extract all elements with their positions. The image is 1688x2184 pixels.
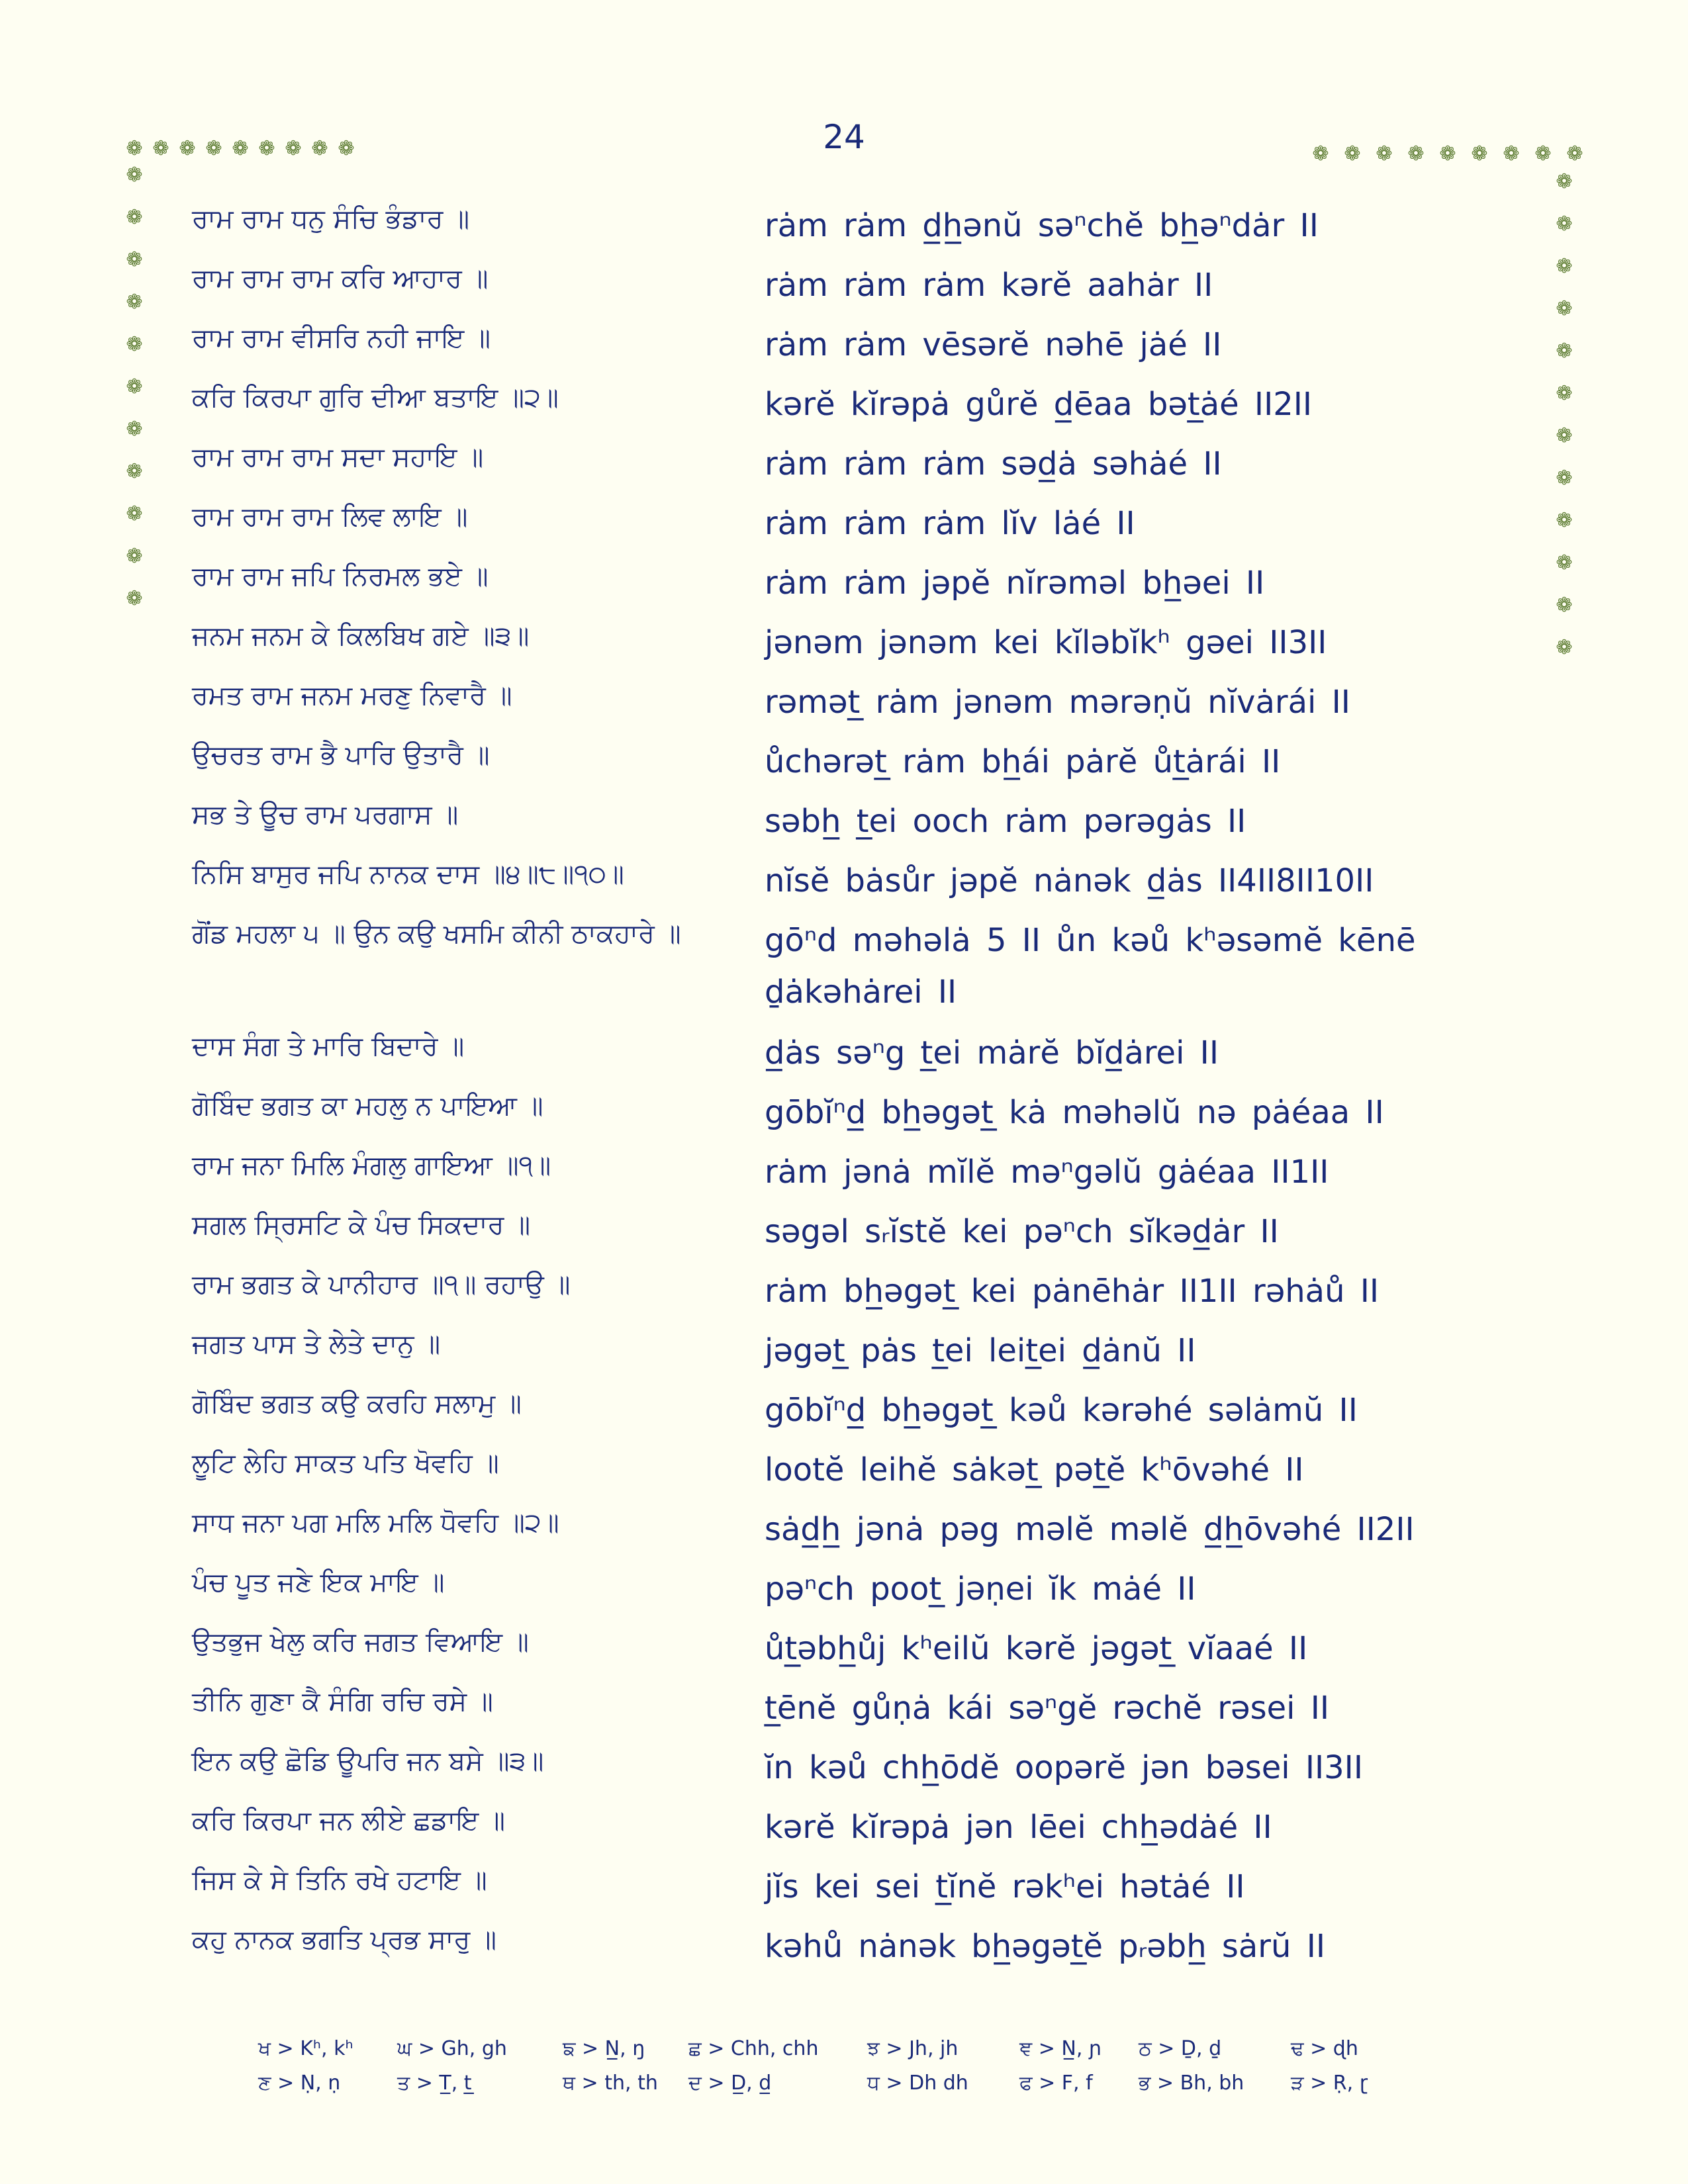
verse-row (0, 1853, 1688, 1913)
flower-icon: ❁ (205, 137, 222, 160)
verse-row (0, 1436, 1688, 1496)
transliteration-text: jənəm jənəm kei kĭləbĭkʰ gəei II3II (765, 624, 1327, 661)
gurmukhi-text: ਰਾਮ ਰਾਮ ਰਾਮ ਲਿਵ ਲਾਇ ॥ (192, 502, 468, 532)
gurmukhi-text: ਇਨ ਕਉ ਛੋਡਿ ਊਪਰਿ ਜਨ ਬਸੇ ॥੩॥ (192, 1746, 544, 1776)
flower-icon: ❁ (1556, 594, 1573, 617)
gurmukhi-text: ਰਾਮ ਰਾਮ ਰਾਮ ਕਰਿ ਆਹਾਰ ॥ (192, 263, 489, 294)
gurmukhi-text: ਰਾਮ ਰਾਮ ਰਾਮ ਸਦਾ ਸਹਾਇ ॥ (192, 442, 484, 473)
flower-icon: ❁ (179, 137, 196, 160)
transliteration-text: gōbĭⁿd̲ bh̲əgət̲ kəů kərəhé səlȧmŭ II (765, 1392, 1358, 1429)
gurmukhi-text: ਗੋਬਿੰਦ ਭਗਤ ਕਾ ਮਹਲੁ ਨ ਪਾਇਆ ॥ (192, 1091, 543, 1121)
gurmukhi-text: ਨਿਸਿ ਬਾਸੁਰ ਜਪਿ ਨਾਨਕ ਦਾਸ ॥੪॥੮॥੧੦॥ (192, 859, 624, 889)
flower-icon: ❁ (1556, 636, 1573, 659)
gurmukhi-text: ਉਤਭੁਜ ਖੇਲੁ ਕਰਿ ਜਗਤ ਵਿਆਇ ॥ (192, 1627, 529, 1657)
verse-list (0, 192, 1688, 1972)
verse-row (0, 1555, 1688, 1615)
flower-icon: ❁ (1534, 142, 1552, 165)
transliteration-text: jĭs kei sei t̲ĭnĕ rəkʰei hətȧé II (765, 1868, 1245, 1905)
flower-icon: ❁ (1556, 170, 1573, 193)
transliteration-text: ůt̲əbh̲ůj kʰeilŭ kərĕ jəgət̲ vĭaaé II (765, 1630, 1308, 1667)
verse-row (0, 430, 1688, 490)
flower-icon: ❁ (258, 137, 275, 160)
legend-entry: ਠ > Ḏ, ḏ (1139, 2037, 1222, 2060)
flower-icon: ❁ (126, 587, 143, 610)
flower-icon: ❁ (126, 291, 143, 314)
gurmukhi-text: ਸਗਲ ਸ੍ਰਿਸਟਿ ਕੇ ਪੰਚ ਸਿਕਦਾਰ ॥ (192, 1210, 531, 1240)
verse-row (0, 1079, 1688, 1138)
flower-icon: ❁ (1556, 467, 1573, 490)
gurmukhi-text: ਸਭ ਤੇ ਊਚ ਰਾਮ ਪਰਗਾਸ ॥ (192, 799, 459, 830)
transliteration-text: rȧm jənȧ mĭlĕ məⁿgəlŭ gȧéaa II1II (765, 1154, 1329, 1191)
verse-row (0, 907, 1688, 1019)
flower-icon: ❁ (1556, 212, 1573, 236)
flower-icon: ❁ (232, 137, 249, 160)
transliteration-text: rȧm rȧm rȧm kərĕ aahȧr II (765, 267, 1213, 304)
flower-icon: ❁ (1566, 142, 1583, 165)
transliteration-text: jəgət̲ pȧs t̲ei leit̲ei d̲ȧnŭ II (765, 1332, 1196, 1369)
flower-icon: ❁ (1439, 142, 1456, 165)
transliteration-text: rȧm rȧm vēsərĕ nəhē jȧé II (765, 326, 1222, 363)
flower-icon: ❁ (126, 206, 143, 229)
gurmukhi-text: ਦਾਸ ਸੰਗ ਤੇ ਮਾਰਿ ਬਿਦਾਰੇ ॥ (192, 1031, 465, 1062)
transliteration-text: səbh̲ t̲ei ooch rȧm pərəgȧs II (765, 803, 1246, 840)
gurmukhi-text: ਗੋਬਿੰਦ ਭਗਤ ਕਉ ਕਰਹਿ ਸਲਾਮੁ ॥ (192, 1388, 522, 1419)
legend-entry: ੜ > Ṛ, ɽ (1291, 2071, 1368, 2095)
gurmukhi-text: ਪੰਚ ਪੂਤ ਜਣੇ ਇਕ ਮਾਇ ॥ (192, 1567, 445, 1598)
gurmukhi-text: ਜਨਮ ਜਨਮ ਕੇ ਕਿਲਬਿਖ ਗਏ ॥੩॥ (192, 621, 530, 651)
verse-row (0, 545, 1688, 609)
legend-entry: ਙ > N̲, ŋ (563, 2037, 645, 2060)
verse-row (0, 1615, 1688, 1674)
transliteration-text: gōbĭⁿd̲ bh̲əgət̲ kȧ məhəlŭ nə pȧéaa II (765, 1094, 1384, 1131)
verse-row (0, 1734, 1688, 1794)
flower-icon: ❁ (1503, 142, 1520, 165)
gurmukhi-text: ਰਾਮ ਭਗਤ ਕੇ ਪਾਨੀਹਾਰ ॥੧॥ ਰਹਾਉ ॥ (192, 1269, 571, 1300)
verse-row (0, 371, 1688, 430)
gurmukhi-text: ਕਹੁ ਨਾਨਕ ਭਗਤਿ ਪ੍ਰਭ ਸਾਰੁ ॥ (192, 1925, 496, 1955)
flower-icon: ❁ (1556, 551, 1573, 574)
flower-icon: ❁ (1376, 142, 1393, 165)
flower-icon: ❁ (126, 375, 143, 398)
transliteration-text: gōⁿd məhəlȧ 5 II ůn kəů kʰəsəmĕ kēnē ḏȧkəhȧrei II (765, 922, 1416, 1011)
flower-icon: ❁ (1471, 142, 1488, 165)
transliteration-text: rəmət̲ rȧm jənəm mərəṇŭ nĭvȧrái II (765, 684, 1350, 721)
transliteration-text: kəhů nȧnək bh̲əgət̲ĕ pᵣəbh̲ sȧrŭ II (765, 1928, 1326, 1965)
flower-icon: ❁ (1556, 255, 1573, 278)
flower-icon: ❁ (1312, 142, 1329, 165)
gurmukhi-text: ਤੀਨਿ ਗੁਣਾ ਕੈ ਸੰਗਿ ਰਚਿ ਰਸੇ ॥ (192, 1686, 493, 1717)
verse-row (0, 1198, 1688, 1257)
transliteration-text: d̲ȧs səⁿg t̲ei mȧrĕ bĭd̲ȧrei II (765, 1034, 1219, 1071)
flower-icon: ❁ (126, 460, 143, 483)
flower-icon: ❁ (1556, 382, 1573, 405)
flower-icon: ❁ (126, 137, 143, 160)
legend-entry: ਤ > T̲, t̲ (397, 2071, 472, 2095)
transliteration-text: rȧm bh̲əgət̲ kei pȧnēhȧr II1II rəhȧů II (765, 1273, 1380, 1310)
legend-entry: ਘ > Gh, gh (397, 2037, 507, 2060)
transliteration-text: nĭsĕ bȧsůr jəpĕ nȧnək d̲ȧs II4II8II10II (765, 862, 1374, 899)
page-number: 24 (823, 118, 865, 156)
gurmukhi-text: ਰਾਮ ਰਾਮ ਜਪਿ ਨਿਰਮਲ ਭਏ ॥ (192, 561, 489, 592)
gurmukhi-text: ਜਿਸ ਕੇ ਸੇ ਤਿਨਿ ਰਖੇ ਹਟਾਇ ॥ (192, 1865, 487, 1895)
legend-entry: ਣ > Ṇ, ṇ (258, 2071, 341, 2095)
verse-row (0, 192, 1688, 251)
gurmukhi-text: ਕਰਿ ਕਿਰਪਾ ਗੁਰਿ ਦੀਆ ਬਤਾਇ ॥੨॥ (192, 383, 559, 413)
flower-icon: ❁ (126, 248, 143, 271)
flower-icon: ❁ (126, 333, 143, 356)
flower-icon: ❁ (1407, 142, 1425, 165)
transliteration-text: rȧm rȧm rȧm səd̲ȧ səhȧé II (765, 445, 1222, 482)
legend-entry: ਝ > Jh, jh (867, 2037, 959, 2060)
transliteration-text: pəⁿch poot̲ jəṇei ĭk mȧé II (765, 1570, 1196, 1608)
legend-entry: ਢ > ɖh (1291, 2037, 1358, 2060)
flower-icon: ❁ (338, 137, 355, 160)
verse-row (0, 1257, 1688, 1317)
legend-entry: ਭ > Bh, bh (1139, 2071, 1244, 2095)
gurmukhi-text: ਰਮਤ ਰਾਮ ਜਨਮ ਮਰਣੁ ਨਿਵਾਰੈ ॥ (192, 680, 512, 711)
gurmukhi-text: ਜਗਤ ਪਾਸ ਤੇ ਲੇਤੇ ਦਾਨੁ ॥ (192, 1329, 441, 1359)
verse-row (0, 728, 1688, 788)
legend-entry: ਥ > th, th (563, 2071, 658, 2095)
legend-entry: ਦ > D̲, d̲ (688, 2071, 772, 2095)
verse-row (0, 1317, 1688, 1377)
transliteration-text: ůchərət̲ rȧm bh̲ái pȧrĕ ůt̲ȧrái II (765, 743, 1281, 780)
verse-row (0, 847, 1688, 907)
gurmukhi-text: ਰਾਮ ਰਾਮ ਧਨੁ ਸੰਚਿ ਭੰਡਾਰ ॥ (192, 204, 470, 234)
flower-icon: ❁ (1344, 142, 1361, 165)
gurmukhi-text: ਲੂਟਿ ਲੇਹਿ ਸਾਕਤ ਪਤਿ ਖੋਵਹਿ ॥ (192, 1448, 499, 1479)
transliteration-text: rȧm rȧm rȧm lĭv lȧé II (765, 505, 1135, 542)
transliteration-text: lootĕ leihĕ sȧkət̲ pət̲ĕ kʰōvəhé II (765, 1451, 1304, 1488)
flower-icon: ❁ (126, 502, 143, 525)
verse-row (0, 788, 1688, 847)
transliteration-text: sȧd̲h̲ jənȧ pəg məlĕ məlĕ d̲h̲ōvəhé II2II (765, 1511, 1415, 1548)
gurmukhi-text: ਰਾਮ ਜਨਾ ਮਿਲਿ ਮੰਗਲੁ ਗਾਇਆ ॥੧॥ (192, 1150, 551, 1181)
transliteration-text: rȧm rȧm d̲h̲ənŭ səⁿchĕ bh̲əⁿdȧr II (765, 207, 1319, 244)
verse-row (0, 1019, 1688, 1079)
gurmukhi-text: ਉਚਰਤ ਰਾਮ ਭੈ ਪਾਰਿ ਉਤਾਰੈ ॥ (192, 740, 490, 770)
flower-icon: ❁ (285, 137, 302, 160)
flower-icon: ❁ (311, 137, 328, 160)
verse-row (0, 248, 1688, 314)
transliteration-text: t̲ēnĕ gůṇȧ kái səⁿgĕ rəchĕ rəsei II (765, 1690, 1330, 1727)
flower-icon: ❁ (126, 545, 143, 568)
legend-entry: ਛ > Chh, chh (688, 2037, 819, 2060)
verse-row (0, 311, 1688, 371)
legend-entry: ਞ > N̲, ɲ (1019, 2037, 1102, 2060)
verse-row (0, 1496, 1688, 1555)
legend-entry: ਫ > F, f (1019, 2071, 1093, 2095)
verse-row (0, 490, 1688, 549)
verse-row (0, 668, 1688, 728)
verse-row (0, 1794, 1688, 1853)
transliteration-text: ĭn kəů chh̲ōdĕ oopərĕ jən bəsei II3II (765, 1749, 1363, 1786)
verse-row (0, 1674, 1688, 1734)
flower-icon: ❁ (152, 137, 169, 160)
flower-icon: ❁ (126, 418, 143, 441)
flower-icon: ❁ (1556, 340, 1573, 363)
gurmukhi-text: ਗੋਂਡ ਮਹਲਾ ੫ ॥ ਉਨ ਕਉ ਖਸਮਿ ਕੀਨੀ ਠਾਕਹਾਰੇ ॥ (192, 919, 681, 949)
gurmukhi-text: ਕਰਿ ਕਿਰਪਾ ਜਨ ਲੀਏ ਛਡਾਇ ॥ (192, 1805, 505, 1836)
verse-row (0, 609, 1688, 668)
transliteration-text: kərĕ kĭrəpȧ gůrĕ d̲ēaa bət̲ȧé II2II (765, 386, 1313, 423)
legend-entry: ਖ > Kʰ, kʰ (258, 2037, 353, 2060)
flower-icon: ❁ (126, 163, 143, 187)
gurmukhi-text: ਰਾਮ ਰਾਮ ਵੀਸਰਿ ਨਹੀ ਜਾਇ ॥ (192, 323, 491, 353)
flower-icon: ❁ (1556, 424, 1573, 447)
transliteration-text: səgəl sᵣĭstĕ kei pəⁿch sĭkəd̲ȧr II (765, 1213, 1279, 1250)
transliteration-text: rȧm rȧm jəpĕ nĭrəməl bh̲əei II (765, 565, 1265, 602)
legend-entry: ਧ > Dh dh (867, 2071, 968, 2095)
verse-row (0, 1913, 1688, 1972)
verse-row (0, 1138, 1688, 1198)
transliteration-text: kərĕ kĭrəpȧ jən lēei chh̲ədȧé II (765, 1809, 1272, 1846)
gurmukhi-text: ਸਾਧ ਜਨਾ ਪਗ ਮਲਿ ਮਲਿ ਧੋਵਹਿ ॥੨॥ (192, 1508, 559, 1538)
flower-icon: ❁ (1556, 509, 1573, 532)
flower-icon: ❁ (1556, 297, 1573, 320)
verse-row (0, 1377, 1688, 1436)
